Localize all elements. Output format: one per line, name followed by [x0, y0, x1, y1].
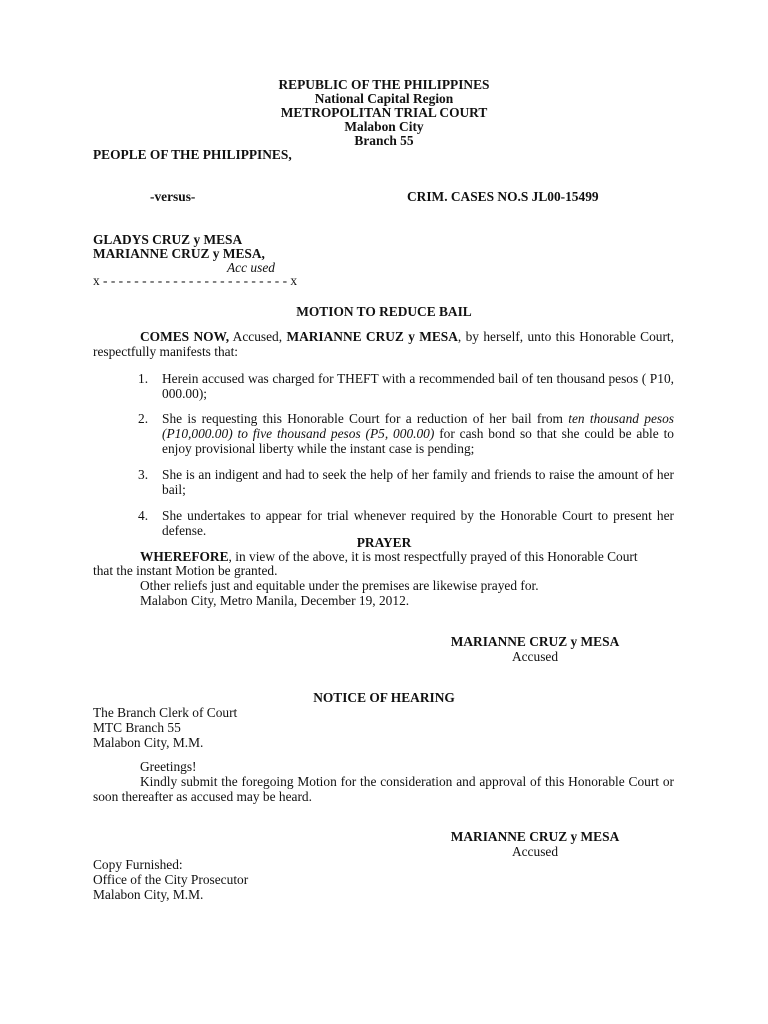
copy-furnished-line: Office of the City Prosecutor: [93, 872, 249, 887]
item-number: 2.: [138, 411, 149, 426]
item-text: She undertakes to appear for trial whenever required by the Honorable Court to present her defense.: [162, 508, 674, 538]
header-region: National Capital Region: [314, 91, 454, 106]
versus-label: -versus-: [150, 189, 196, 204]
wherefore-word: WHEREFORE: [140, 549, 229, 564]
court-header: [184, 78, 584, 148]
header-court: METROPOLITAN TRIAL COURT: [280, 105, 488, 120]
header-branch: Branch 55: [354, 133, 414, 148]
caption-divider: x - - - - - - - - - - - - - - - - - - - - - - - - x: [93, 273, 298, 288]
item-text: [162, 411, 674, 456]
accused-1: GLADYS CRUZ y MESA: [93, 232, 243, 247]
notice-address-line: MTC Branch 55: [93, 720, 181, 735]
case-number: CRIM. CASES NO.S JL00-15499: [407, 189, 599, 204]
header-republic: REPUBLIC OF THE PHILIPPINES: [278, 77, 490, 92]
item-text: Herein accused was charged for THEFT with a recommended bail of ten thousand pesos ( P10, 000.00);: [162, 371, 674, 401]
item-number: 3.: [138, 467, 149, 482]
item2-text-b: for cash bond so that she could be able to enjoy provisional liberty while the instant case is pending;: [162, 426, 674, 456]
prayer-title: PRAYER: [356, 535, 412, 550]
accused-label: Acc used: [227, 260, 275, 275]
item-number: 4.: [138, 508, 149, 523]
place-and-date: Malabon City, Metro Manila, December 19, 2012.: [140, 593, 410, 608]
notice-address-line: The Branch Clerk of Court: [93, 705, 238, 720]
comes-now: COMES NOW,: [140, 329, 230, 344]
item-number: 1.: [138, 371, 149, 386]
notice-address-line: Malabon City, M.M.: [93, 735, 204, 750]
signature-role: Accused: [511, 649, 559, 664]
wherefore-text: , in view of the above, it is most respectfully prayed of this Honorable Court: [228, 549, 638, 564]
signature-name: MARIANNE CRUZ y MESA: [450, 634, 620, 649]
copy-furnished-label: Copy Furnished:: [93, 857, 183, 872]
notice-body: Kindly submit the foregoing Motion for the consideration and approval of this Honorable Court or soon thereafter as accused may be heard.: [93, 774, 674, 804]
plaintiff-name: PEOPLE OF THE PHILIPPINES,: [93, 147, 292, 162]
intro-text-b: , by herself, unto this Honorable Court, respectfully manifests that:: [93, 329, 674, 359]
item-text: She is an indigent and had to seek the help of her family and friends to raise the amount of her bail;: [162, 467, 674, 497]
item2-text-a: She is requesting this Honorable Court for a reduction of her bail from: [162, 411, 569, 426]
motion-title: MOTION TO REDUCE BAIL: [296, 304, 472, 319]
signature-role: Accused: [511, 844, 559, 859]
signature-name: MARIANNE CRUZ y MESA: [450, 829, 620, 844]
notice-greeting: Greetings!: [140, 759, 197, 774]
accused-2: MARIANNE CRUZ y MESA,: [93, 246, 265, 261]
motion-intro: [93, 329, 674, 359]
item2-amounts: ten thousand pesos (P10,000.00) to five thousand pesos (P5, 000.00): [162, 411, 675, 441]
prayer-text-continued: that the instant Motion be granted.: [93, 563, 278, 578]
intro-text-a: Accused,: [229, 329, 287, 344]
notice-title: NOTICE OF HEARING: [313, 690, 455, 705]
header-city: Malabon City: [344, 119, 424, 134]
intro-accused-name: MARIANNE CRUZ y MESA: [286, 329, 458, 344]
copy-furnished-line: Malabon City, M.M.: [93, 887, 204, 902]
prayer-wherefore: [140, 549, 638, 564]
prayer-other-reliefs: Other reliefs just and equitable under the premises are likewise prayed for.: [140, 578, 539, 593]
